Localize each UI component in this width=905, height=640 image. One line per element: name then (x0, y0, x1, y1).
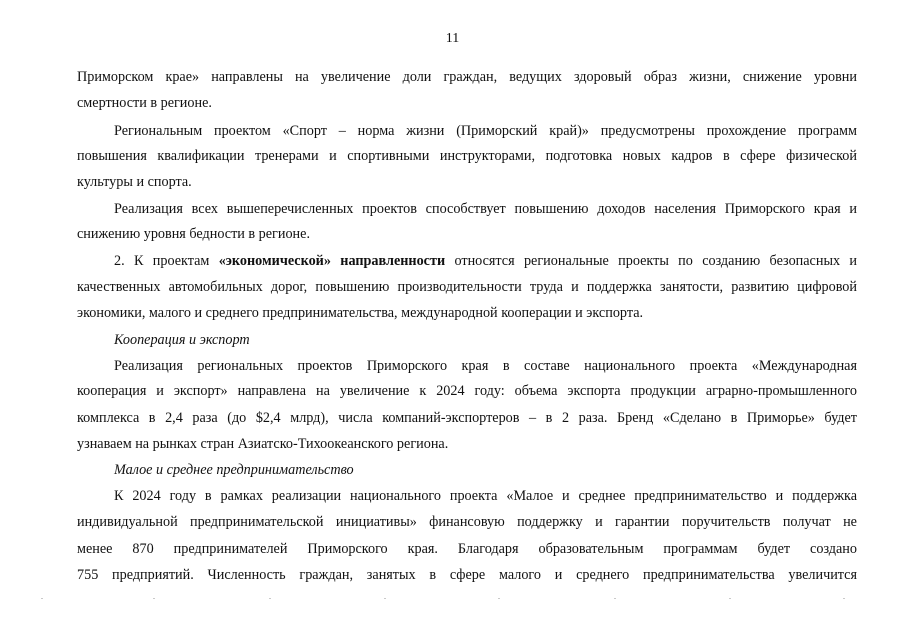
scan-speck (153, 598, 155, 599)
text-line-8-end: относятся региональные проекты по созданию безопасных и (445, 253, 857, 269)
page-number: 11 (445, 31, 460, 46)
text-line-3: Региональным проектом «Спорт – норма жизни (Приморский край)» предусмотрены прохождение программ (114, 123, 857, 139)
scan-speck (41, 598, 43, 599)
text-line-8 (114, 252, 857, 270)
text-line-2: смертности в регионе. (77, 95, 212, 111)
text-line-8-start: 2. К проектам (114, 253, 219, 269)
text-line-5: культуры и спорта. (77, 174, 192, 190)
text-line-7: снижению уровня бедности в регионе. (77, 226, 310, 242)
scan-artifacts (0, 598, 905, 604)
scan-speck (269, 598, 271, 599)
emphasis-economic-direction: «экономической» направленности (218, 253, 446, 269)
text-line-15: узнаваем на рынках стран Азиатско-Тихоокеанского региона. (77, 436, 449, 452)
section-heading-cooperation-export: Кооперация и экспорт (114, 332, 250, 348)
text-line-20: 755 предприятий. Численность граждан, занятых в сфере малого и среднего предпринимательства увеличится (77, 567, 857, 583)
text-line-14: комплекса в 2,4 раза (до $2,4 млрд), числа компаний-экспортеров – в 2 раза. Бренд «Сделано в Приморье» будет (77, 410, 857, 426)
scan-speck (384, 598, 386, 599)
text-line-18: индивидуальной предпринимательской инициативы» финансовую поддержку и гарантии поручительств получат не (77, 514, 857, 530)
text-line-9: качественных автомобильных дорог, повышению производительности труда и поддержка занятости, развитию цифровой (77, 279, 857, 295)
scan-speck (614, 598, 616, 599)
text-line-10: экономики, малого и среднего предпринимательства, международной кооперации и экспорта. (77, 305, 644, 321)
text-line-6: Реализация всех вышеперечисленных проектов способствует повышению доходов населения Приморского края и (114, 201, 857, 217)
text-line-1: Приморском крае» направлены на увеличение доли граждан, ведущих здоровый образ жизни, снижение уровни (77, 69, 857, 85)
text-line-12: Реализация региональных проектов Приморского края в составе национального проекта «Международная (114, 358, 857, 374)
text-line-17: К 2024 году в рамках реализации национального проекта «Малое и среднее предпринимательство и поддержка (114, 488, 857, 504)
text-line-13: кооперация и экспорт» направлена на увеличение к 2024 году: объема экспорта продукции аграрно-промышленного (77, 383, 857, 399)
scan-speck (729, 598, 731, 599)
text-line-4: повышения квалификации тренерами и спортивными инструкторами, подготовка новых кадров в сфере физической (77, 148, 857, 164)
section-heading-small-business: Малое и среднее предпринимательство (114, 462, 354, 478)
scan-speck (498, 598, 500, 599)
scan-speck (843, 598, 845, 599)
text-line-19: менее 870 предпринимателей Приморского края. Благодаря образовательным программам будет создано (77, 541, 857, 557)
